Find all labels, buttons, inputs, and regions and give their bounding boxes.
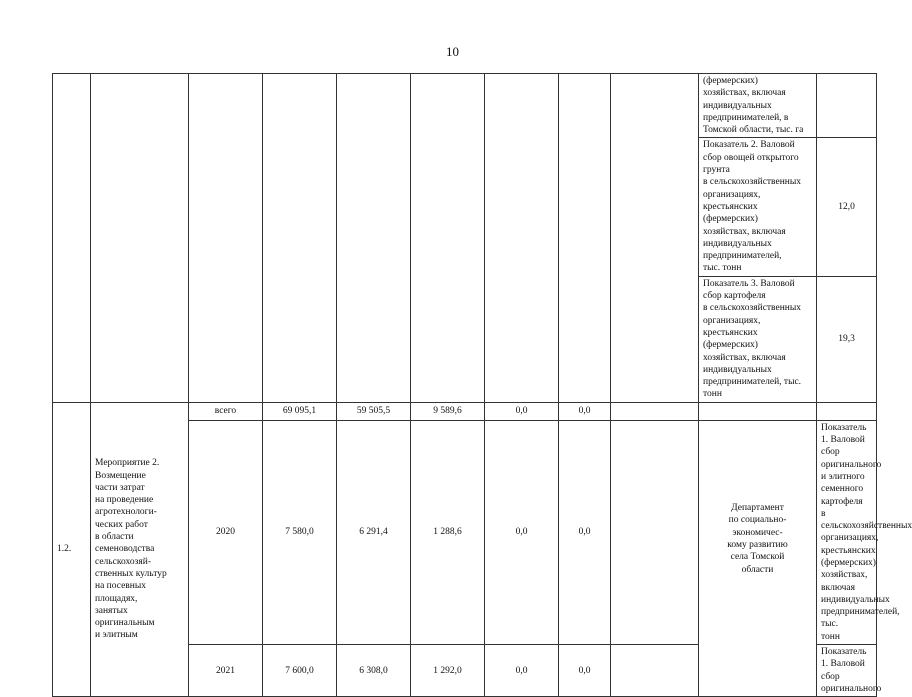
amount-other: 0,0: [559, 402, 611, 420]
event-code: 1.2.: [53, 402, 91, 697]
empty-cell: [485, 74, 559, 403]
amount-local: 0,0: [485, 420, 559, 644]
empty-cell: [817, 402, 877, 420]
indicator-text: (фермерских) хозяйствах, включая индивидуальных предпринимателей, в Томской области, тыс. га: [699, 74, 817, 138]
empty-cell: [411, 74, 485, 403]
period-label: 2021: [189, 645, 263, 697]
amount-total: 7 600,0: [263, 645, 337, 697]
indicator-text: Показатель 3. Валовой сбор картофеля в сельскохозяйственных организациях, крестьянских (фермерских) хозяйствах, включая индивидуальных предпринимателей, тыс. тонн: [699, 276, 817, 402]
indicator-text: Показатель 2. Валовой сбор овощей открытого грунта в сельскохозяйственных организациях, крестьянских (фермерских) хозяйствах, включая индивидуальных предпринимателей, тыс. тонн: [699, 138, 817, 276]
indicator-value: [817, 74, 877, 138]
empty-cell: [559, 74, 611, 403]
indicator-text: Показатель 1. Валовой сбор оригинального: [817, 645, 877, 697]
empty-cell: [699, 402, 817, 420]
empty-cell: [189, 74, 263, 403]
indicator-value: 12,0: [817, 138, 877, 276]
table-row: [53, 402, 877, 420]
page-number: 10: [446, 44, 459, 59]
empty-cell: [263, 74, 337, 403]
amount-federal: 59 505,5: [337, 402, 411, 420]
program-table: [52, 73, 912, 697]
amount-federal: 6 308,0: [337, 645, 411, 697]
indicator-text: Показатель 1. Валовой сбор оригинального и элитного семенного картофеля в сельскохозяйственных организациях, крестьянских (фермерских) хозяйствах, включая индивидуальных предпринимателей, тыс. тонн: [817, 420, 877, 644]
empty-cell: [611, 402, 699, 420]
empty-cell: [91, 74, 189, 403]
amount-other: 0,0: [559, 645, 611, 697]
empty-cell: [611, 74, 699, 403]
empty-cell: [611, 420, 699, 644]
amount-regional: 1 292,0: [411, 645, 485, 697]
amount-regional: 9 589,6: [411, 402, 485, 420]
table-row: [53, 74, 877, 138]
event-name: Мероприятие 2. Возмещение части затрат на проведение агротехнологи- ческих работ в области семеноводства сельскохозяй- ственных культур на посевных площадях, занятых оригинальным и элитным: [91, 402, 189, 697]
amount-federal: 6 291,4: [337, 420, 411, 644]
period-label: всего: [189, 402, 263, 420]
empty-cell: [337, 74, 411, 403]
empty-cell: [611, 645, 699, 697]
amount-local: 0,0: [485, 645, 559, 697]
amount-other: 0,0: [559, 420, 611, 644]
amount-regional: 1 288,6: [411, 420, 485, 644]
period-label: 2020: [189, 420, 263, 644]
empty-cell: [53, 74, 91, 403]
amount-total: 69 095,1: [263, 402, 337, 420]
amount-local: 0,0: [485, 402, 559, 420]
responsible-department: Департамент по социально- экономичес- кому развитию села Томской области: [699, 420, 817, 697]
indicator-value: 19,3: [817, 276, 877, 402]
amount-total: 7 580,0: [263, 420, 337, 644]
